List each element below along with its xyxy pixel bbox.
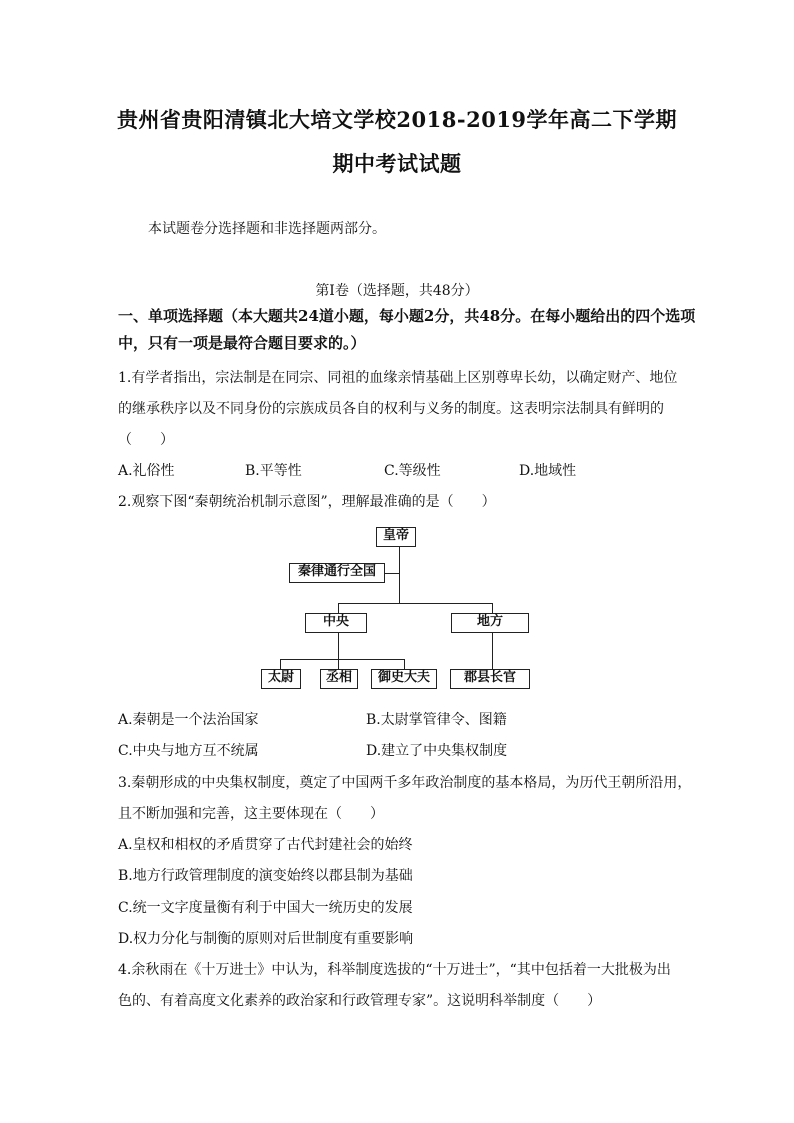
box-emperor: 皇帝 — [376, 527, 416, 547]
q3-option-a: A.皇权和相权的矛盾贯穿了古代封建社会的始终 — [118, 837, 413, 853]
section-heading: 第Ⅰ卷（选择题，共48分） — [315, 283, 479, 299]
q2-option-a: A.秦朝是一个法治国家 — [118, 712, 259, 728]
q4-stem-line-1: 4.余秋雨在《十万进士》中认为，科举制度选拔的“十万进士”，“其中包括着一大批极为出 — [118, 962, 671, 978]
box-local: 地方 — [451, 613, 529, 633]
section-instruction-line-2: 中，只有一项是最符合题目要求的。） — [118, 334, 366, 352]
box-qin-law: 秦律通行全国 — [289, 563, 385, 583]
q3-option-c: C.统一文字度量衡有利于中国大一统历史的发展 — [118, 900, 413, 916]
q2-stem: 2.观察下图“秦朝统治机制示意图”，理解最准确的是（ ） — [118, 494, 496, 510]
q1-option-a: A.礼俗性 — [118, 463, 175, 479]
box-yushidafu: 御史大夫 — [371, 669, 437, 689]
box-central: 中央 — [305, 613, 367, 633]
intro-text: 本试题卷分选择题和非选择题两部分。 — [148, 221, 386, 237]
q4-stem-line-2: 色的、有着高度文化素养的政治家和行政管理专家”。这说明科举制度（ ） — [118, 993, 602, 1009]
q2-option-b: B.太尉掌管律令、图籍 — [366, 712, 507, 728]
q1-option-d: D.地域性 — [519, 463, 577, 479]
q1-option-b: B.平等性 — [245, 463, 302, 479]
q2-option-d: D.建立了中央集权制度 — [366, 743, 508, 759]
q2-option-c: C.中央与地方互不统属 — [118, 743, 259, 759]
section-instruction-line-1: 一、单项选择题（本大题共24道小题，每小题2分，共48分。在每小题给出的四个选项 — [118, 307, 696, 325]
connector-emperor-trunk — [399, 545, 400, 603]
q3-option-b: B.地方行政管理制度的演变始终以郡县制为基础 — [118, 868, 413, 884]
q1-option-c: C.等级性 — [384, 463, 441, 479]
q3-option-d: D.权力分化与制衡的原则对后世制度有重要影响 — [118, 931, 414, 947]
box-prefecture-officials: 郡县长官 — [450, 669, 530, 689]
connector-local-down — [492, 631, 493, 670]
connector-central-local — [338, 603, 492, 604]
q1-stem-line-1: 1.有学者指出，宗法制是在同宗、同祖的血缘亲情基础上区别尊卑长幼，以确定财产、地位 — [118, 370, 678, 386]
connector-central-down — [338, 631, 339, 659]
q3-stem-line-2: 且不断加强和完善，这主要体现在（ ） — [118, 806, 384, 822]
q3-stem-line-1: 3.秦朝形成的中央集权制度，奠定了中国两千多年政治制度的基本格局，为历代王朝所沿用， — [118, 775, 692, 791]
connector-officials — [280, 659, 404, 660]
document-title-line-2: 期中考试试题 — [332, 151, 462, 176]
box-taiwei: 太尉 — [261, 669, 301, 689]
qin-governance-diagram — [258, 523, 540, 693]
box-chengxiang: 丞相 — [320, 669, 358, 689]
q1-stem-line-2: 的继承秩序以及不同身份的宗族成员各自的权利与义务的制度。这表明宗法制具有鲜明的 — [118, 401, 664, 417]
q1-stem-line-3: （ ） — [118, 432, 174, 448]
document-title-line-1: 贵州省贵阳清镇北大培文学校2018-2019学年高二下学期 — [116, 107, 678, 132]
